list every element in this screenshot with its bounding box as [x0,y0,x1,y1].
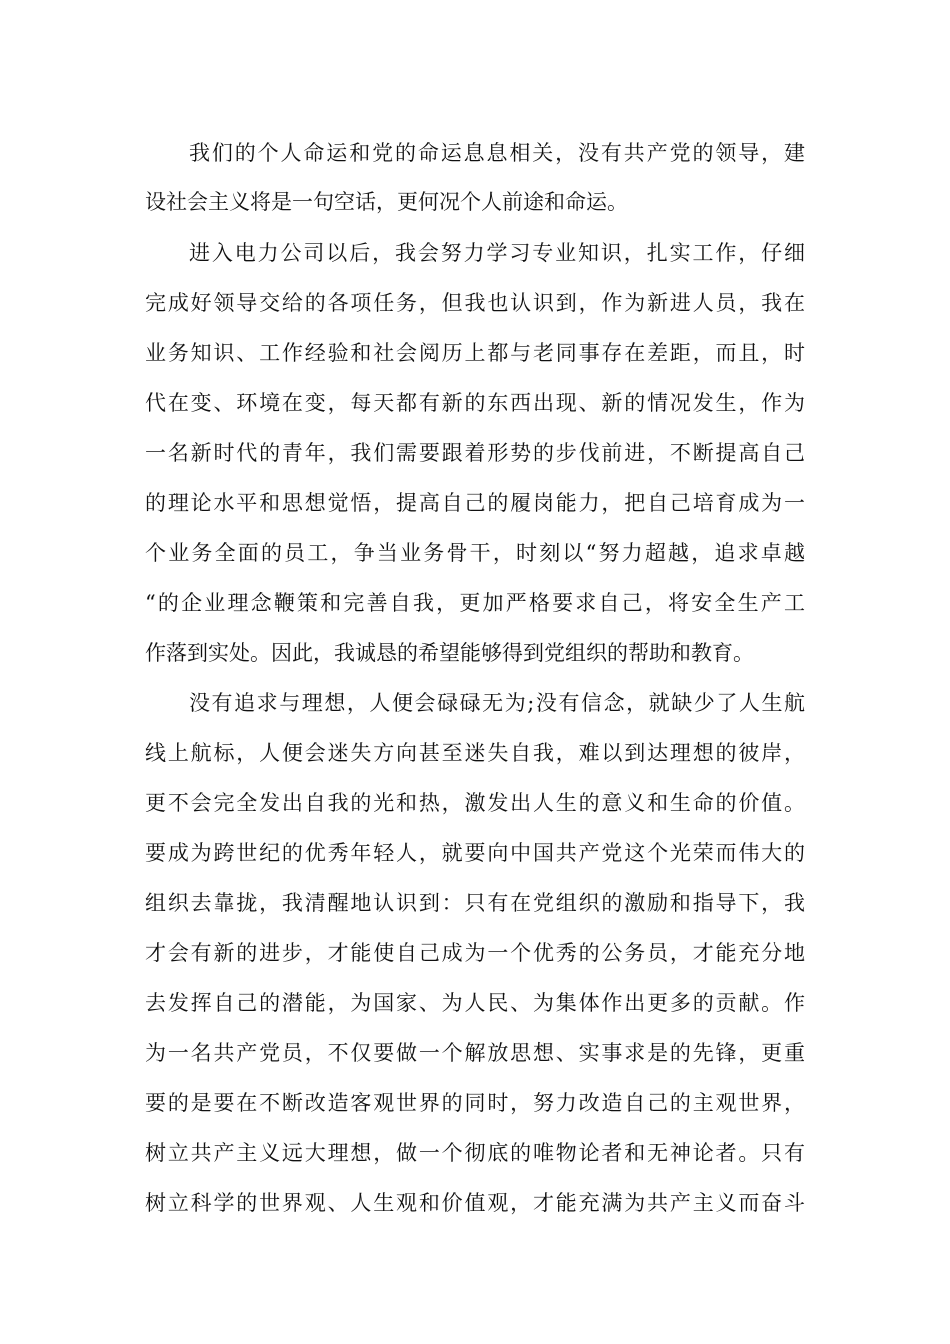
paragraph-3-line-9: 要的是要在不断改造客观世界的同时，努力改造自己的主观世界， [145,1091,805,1115]
paragraph-2-line-2: 完成好领导交给的各项任务，但我也认识到，作为新进人员，我在 [145,291,805,315]
paragraph-1-line-2: 设社会主义将是一句空话，更何况个人前途和命运。 [145,190,628,214]
paragraph-2-line-8: “的企业理念鞭策和完善自我，更加严格要求自己，将安全生产工 [145,591,805,615]
paragraph-2-line-4: 代在变、环境在变，每天都有新的东西出现、新的情况发生，作为 [145,391,805,415]
paragraph-3-line-4: 要成为跨世纪的优秀年轻人，就要向中国共产党这个光荣而伟大的 [145,841,805,865]
paragraph-2-line-3: 业务知识、工作经验和社会阅历上都与老同事存在差距，而且，时 [145,341,805,365]
paragraph-3-line-1: 没有追求与理想，人便会碌碌无为;没有信念，就缺少了人生航 [189,691,805,715]
paragraph-3-line-2: 线上航标，人便会迷失方向甚至迷失自我，难以到达理想的彼岸， [145,741,805,765]
paragraph-1-line-1: 我们的个人命运和党的命运息息相关，没有共产党的领导，建 [189,141,805,165]
paragraph-2-line-9: 作落到实处。因此，我诚恳的希望能够得到党组织的帮助和教育。 [145,641,754,665]
paragraph-2-line-6: 的理论水平和思想觉悟，提高自己的履岗能力，把自己培育成为一 [145,491,805,515]
paragraph-3-line-11: 树立科学的世界观、人生观和价值观，才能充满为共产主义而奋斗 [145,1191,805,1215]
paragraph-2-line-1: 进入电力公司以后，我会努力学习专业知识，扎实工作，仔细 [189,241,805,265]
paragraph-3-line-8: 为一名共产党员，不仅要做一个解放思想、实事求是的先锋，更重 [145,1041,805,1065]
paragraph-3-line-3: 更不会完全发出自我的光和热，激发出人生的意义和生命的价值。 [145,791,805,815]
paragraph-3-line-10: 树立共产主义远大理想，做一个彻底的唯物论者和无神论者。只有 [145,1141,805,1165]
paragraph-3-line-7: 去发挥自己的潜能，为国家、为人民、为集体作出更多的贡献。作 [145,991,805,1015]
paragraph-3-line-5: 组织去靠拢，我清醒地认识到：只有在党组织的激励和指导下，我 [145,891,805,915]
paragraph-2-line-5: 一名新时代的青年，我们需要跟着形势的步伐前进，不断提高自己 [145,441,805,465]
paragraph-2-line-7: 个业务全面的员工，争当业务骨干，时刻以“努力超越，追求卓越 [145,541,805,565]
paragraph-3-line-6: 才会有新的进步，才能使自己成为一个优秀的公务员，才能充分地 [145,941,805,965]
